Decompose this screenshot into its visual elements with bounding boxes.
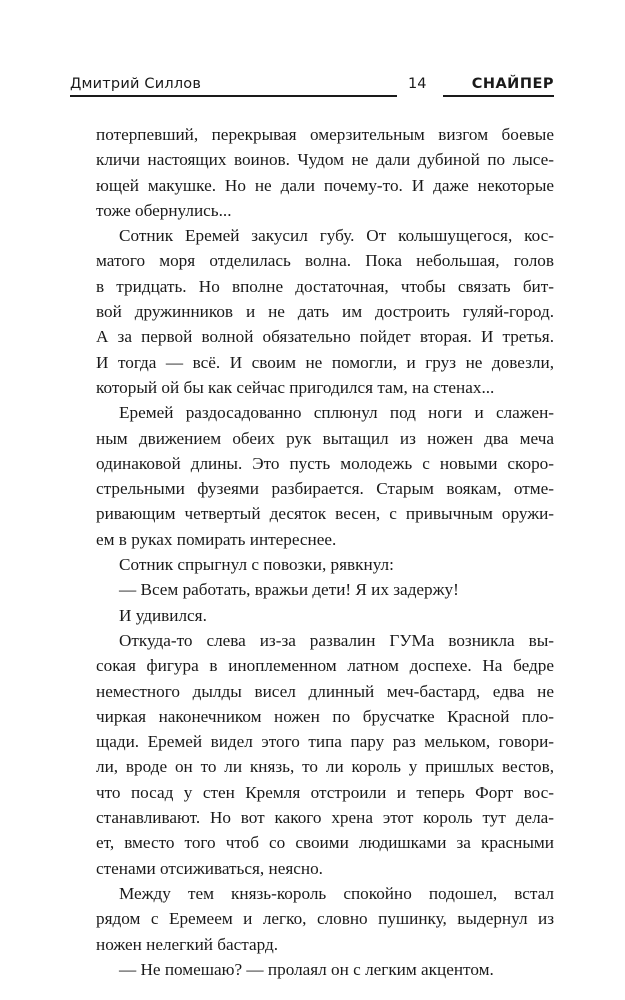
header-rule-left: [70, 95, 397, 97]
paragraph: [96, 223, 554, 400]
text-line: станавливают. Но вот какого хрена этот король тут дела-: [96, 808, 554, 828]
text-line: матого моря отделилась волна. Пока небольшая, голов: [96, 251, 554, 271]
text-line: в тридцать. Но вполне достаточная, чтобы связать бит-: [96, 276, 554, 296]
text-line: ножен нелегкий бастард.: [96, 934, 279, 954]
paragraph: [96, 122, 554, 223]
text-line: ным движением обеих рук вытащил из ножен два меча: [96, 428, 554, 448]
paragraph: [96, 628, 554, 881]
header-author: Дмитрий Силлов: [70, 76, 202, 92]
paragraph: [96, 881, 554, 957]
text-line: — Всем работать, вражьи дети! Я их задержу!: [119, 580, 459, 600]
text-line: сокая фигура в иноплеменном латном доспехе. На бедре: [96, 656, 554, 676]
text-line: ли, вроде он то ли князь, то ли король у пришлых вестов,: [96, 757, 554, 777]
paragraph: [96, 957, 554, 982]
header-rule-right: [443, 95, 554, 97]
text-line: И удивился.: [119, 605, 207, 625]
text-line: стрельными фузеями разбирается. Старым воякам, отме-: [96, 479, 554, 499]
text-line: ющей макушке. Но не дали почему-то. И даже некоторые: [96, 175, 554, 195]
text-line: А за первой волной обязательно пойдет вторая. И третья.: [96, 327, 554, 347]
text-line: который ой бы как сейчас пригодился там, на стенах...: [96, 377, 495, 397]
paragraph: [96, 400, 554, 552]
text-line: ет, вместо того чтоб со своими людишками за красными: [96, 833, 554, 853]
text-line: стенами отсиживаться, неясно.: [96, 858, 323, 878]
text-line: потерпевший, перекрывая омерзительным визгом боевые: [96, 125, 554, 144]
running-header: [70, 76, 554, 96]
paragraph: [96, 552, 554, 577]
text-line: Сотник Еремей закусил губу. От колышущегося, кос-: [119, 226, 554, 246]
text-line: ривающим четвертый десяток весен, с привычным оружи-: [96, 504, 554, 524]
paragraph: [96, 603, 554, 628]
text-line: что посад у стен Кремля отстроили и теперь Форт вос-: [96, 782, 554, 802]
text-line: Еремей раздосадованно сплюнул под ноги и слажен-: [119, 403, 554, 423]
text-line: чиркая наконечником ножен по брусчатке Красной пло-: [96, 706, 554, 726]
body-text: [96, 122, 554, 982]
text-line: кличи настоящих воинов. Чудом не дали дубиной по лысе-: [96, 150, 554, 170]
text-line: — Не помешаю? — пролаял он с легким акцентом.: [119, 959, 494, 979]
text-line: Откуда-то слева из-за развалин ГУМа возникла вы-: [119, 630, 554, 650]
text-line: одинаковой длины. Это пусть молодежь с новыми скоро-: [96, 453, 554, 473]
text-line: вой дружинников и не дать им достроить гуляй-город.: [96, 302, 554, 322]
page-number: 14: [408, 76, 427, 92]
paragraph: [96, 577, 554, 602]
text-line: Между тем князь-король спокойно подошел, встал: [119, 883, 554, 903]
text-line: ем в руках помирать интереснее.: [96, 529, 337, 549]
text-line: рядом с Еремеем и легко, словно пушинку, выдернул из: [96, 909, 554, 929]
text-line: щади. Еремей видел этого типа пару раз мельком, говори-: [96, 732, 554, 752]
text-line: тоже обернулись...: [96, 200, 232, 220]
text-line: И тогда — всё. И своим не помогли, и груз не довезли,: [96, 352, 554, 372]
text-line: Сотник спрыгнул с повозки, рявкнул:: [119, 555, 394, 575]
text-line: неместного дылды висел длинный меч-бастард, едва не: [96, 681, 554, 701]
header-series-title: СНАЙПЕР: [471, 76, 554, 92]
